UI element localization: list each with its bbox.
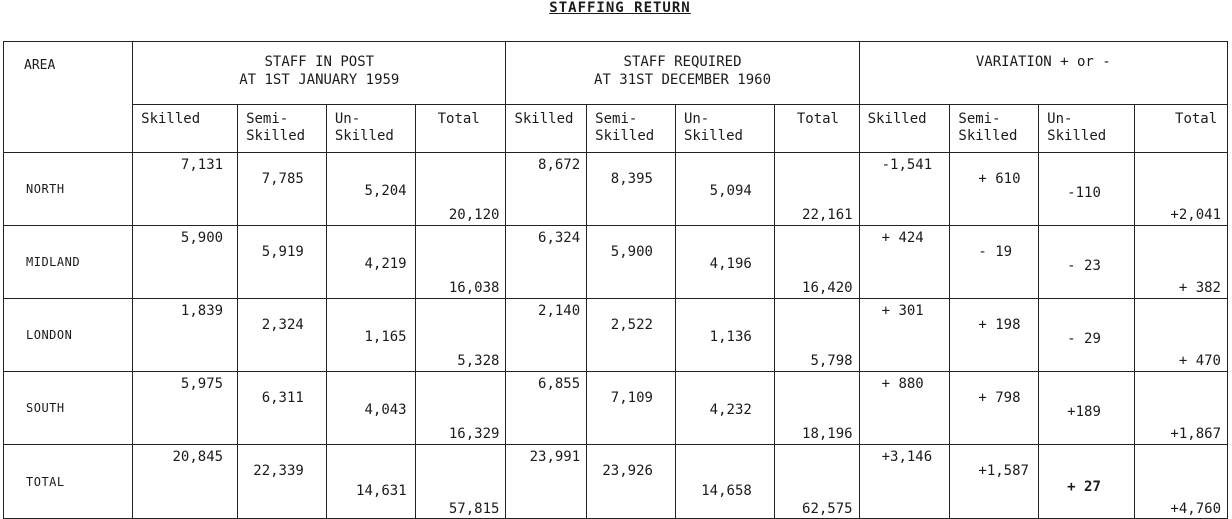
cell-value: + 424 [881, 230, 924, 246]
post-un-cell [326, 372, 415, 445]
cell-value: 20,120 [448, 207, 500, 223]
req-total-cell [774, 226, 859, 299]
cell-value: + 382 [1178, 280, 1221, 296]
cell-value: 20,845 [172, 449, 224, 465]
cell-value: + 198 [978, 317, 1021, 333]
document-title: STAFFING RETURN [549, 0, 691, 16]
req-skilled-cell [506, 299, 587, 372]
un-skilled-header [1039, 105, 1135, 153]
post-semi-cell [238, 153, 327, 226]
var-semi-cell [950, 226, 1039, 299]
var-semi-cell [950, 153, 1039, 226]
skilled-header: Skilled [133, 105, 238, 153]
var-un-cell [1039, 299, 1135, 372]
semi-line2: Skilled [595, 128, 655, 144]
var-semi-cell [950, 372, 1039, 445]
cell-value: 7,131 [180, 157, 224, 173]
var-semi-cell [950, 445, 1039, 519]
cell-value: 16,329 [448, 426, 500, 442]
cell-value: 2,140 [538, 303, 581, 319]
semi-line2: Skilled [958, 128, 1018, 144]
un-line2: Skilled [1047, 128, 1107, 144]
cell-value: 22,339 [253, 463, 304, 479]
post-skilled-cell [133, 299, 238, 372]
area-name: LONDON [4, 299, 133, 372]
cell-value: 8,672 [538, 157, 581, 173]
req-skilled-cell [506, 372, 587, 445]
post-total-cell [415, 299, 506, 372]
group-header-line1: VARIATION + or - [975, 54, 1111, 70]
req-semi-cell [587, 299, 676, 372]
post-semi-cell [238, 372, 327, 445]
total-header: Total [415, 105, 506, 153]
cell-value: 1,136 [709, 329, 752, 345]
staff-required-header [506, 42, 859, 105]
table-row [4, 226, 1228, 299]
req-semi-cell [587, 445, 676, 519]
var-total-cell [1135, 226, 1228, 299]
cell-value: + 301 [881, 303, 924, 319]
post-un-cell [326, 445, 415, 519]
post-un-cell [326, 226, 415, 299]
table-row [4, 299, 1228, 372]
var-total-cell [1135, 445, 1228, 519]
var-total-cell [1135, 299, 1228, 372]
req-un-cell [675, 153, 774, 226]
req-semi-cell [587, 372, 676, 445]
cell-value: +1,867 [1170, 426, 1221, 442]
cell-value: - 23 [1067, 258, 1101, 274]
post-total-cell [415, 226, 506, 299]
var-skilled-cell [859, 226, 950, 299]
cell-value: 5,975 [180, 376, 224, 392]
post-total-cell [415, 445, 506, 519]
var-skilled-cell [859, 153, 950, 226]
total-header: Total [774, 105, 859, 153]
req-total-cell [774, 372, 859, 445]
group-header-line2: AT 1ST JANUARY 1959 [239, 72, 400, 88]
cell-value: 4,043 [364, 402, 407, 418]
req-semi-cell [587, 153, 676, 226]
cell-value: + 798 [978, 390, 1021, 406]
area-name: TOTAL [4, 445, 133, 519]
var-un-cell [1039, 372, 1135, 445]
staffing-table [3, 41, 1228, 519]
un-line2: Skilled [334, 128, 394, 144]
staff-in-post-header [133, 42, 506, 105]
cell-value: + 27 [1067, 479, 1101, 495]
cell-value: 14,631 [356, 483, 407, 499]
cell-value: 16,420 [802, 280, 853, 296]
cell-value: 18,196 [802, 426, 853, 442]
cell-value: 23,926 [602, 463, 653, 479]
cell-value: 1,165 [364, 329, 407, 345]
semi-line1: Semi- [595, 111, 638, 127]
table-row-total [4, 445, 1228, 519]
cell-value: 2,522 [610, 317, 653, 333]
post-skilled-cell [133, 445, 238, 519]
sub-header-row [4, 105, 1228, 153]
cell-value: 4,232 [709, 402, 752, 418]
un-line2: Skilled [683, 128, 743, 144]
table-row [4, 372, 1228, 445]
semi-line2: Skilled [246, 128, 306, 144]
req-un-cell [675, 372, 774, 445]
group-header-row [4, 42, 1228, 105]
post-un-cell [326, 299, 415, 372]
cell-value: 5,900 [610, 244, 653, 260]
area-name: SOUTH [4, 372, 133, 445]
cell-value: 6,311 [261, 390, 304, 406]
req-skilled-cell [506, 226, 587, 299]
cell-value: 14,658 [701, 483, 752, 499]
un-line1: Un- [334, 111, 361, 127]
semi-line1: Semi- [958, 111, 1001, 127]
cell-value: + 880 [881, 376, 924, 392]
var-un-cell [1039, 153, 1135, 226]
un-line1: Un- [1047, 111, 1073, 127]
cell-value: 62,575 [802, 501, 853, 517]
req-total-cell [774, 445, 859, 519]
cell-value: 7,785 [261, 171, 304, 187]
cell-value: -110 [1067, 185, 1101, 201]
req-semi-cell [587, 226, 676, 299]
variation-header [859, 42, 1227, 105]
cell-value: +2,041 [1170, 207, 1221, 223]
cell-value: + 470 [1178, 353, 1221, 369]
post-semi-cell [238, 445, 327, 519]
post-semi-cell [238, 226, 327, 299]
semi-skilled-header [950, 105, 1039, 153]
cell-value: 6,324 [538, 230, 581, 246]
un-skilled-header [326, 105, 415, 153]
cell-value: 16,038 [448, 280, 500, 296]
cell-value: +189 [1067, 404, 1101, 420]
total-header: Total [1135, 105, 1228, 153]
un-line1: Un- [683, 111, 710, 127]
cell-value: + 610 [978, 171, 1021, 187]
group-header-line2: AT 31ST DECEMBER 1960 [594, 72, 772, 88]
cell-value: 1,839 [180, 303, 224, 319]
area-header: AREA [4, 42, 133, 153]
cell-value: 5,328 [457, 353, 500, 369]
req-skilled-cell [506, 153, 587, 226]
cell-value: +4,760 [1170, 501, 1221, 517]
cell-value: - 29 [1067, 331, 1101, 347]
group-header-line1: STAFF IN POST [264, 54, 375, 70]
cell-value: +3,146 [881, 449, 933, 465]
var-un-cell [1039, 226, 1135, 299]
post-semi-cell [238, 299, 327, 372]
var-total-cell [1135, 153, 1228, 226]
cell-value: 22,161 [802, 207, 853, 223]
group-header-line1: STAFF REQUIRED [623, 54, 742, 70]
post-total-cell [415, 372, 506, 445]
cell-value: 5,204 [364, 183, 407, 199]
cell-value: 5,900 [180, 230, 224, 246]
var-skilled-cell [859, 445, 950, 519]
post-skilled-cell [133, 226, 238, 299]
req-total-cell [774, 299, 859, 372]
cell-value: - 19 [978, 244, 1013, 260]
post-skilled-cell [133, 153, 238, 226]
semi-skilled-header [587, 105, 676, 153]
post-skilled-cell [133, 372, 238, 445]
semi-line1: Semi- [246, 111, 289, 127]
req-skilled-cell [506, 445, 587, 519]
var-un-cell [1039, 445, 1135, 519]
cell-value: 8,395 [610, 171, 653, 187]
cell-value: 2,324 [261, 317, 304, 333]
cell-value: 57,815 [448, 501, 500, 517]
skilled-header: Skilled [859, 105, 950, 153]
var-semi-cell [950, 299, 1039, 372]
var-total-cell [1135, 372, 1228, 445]
req-un-cell [675, 445, 774, 519]
cell-value: 5,798 [810, 353, 853, 369]
req-un-cell [675, 299, 774, 372]
cell-value: 5,919 [261, 244, 304, 260]
cell-value: +1,587 [978, 463, 1029, 479]
cell-value: 23,991 [529, 449, 581, 465]
var-skilled-cell [859, 299, 950, 372]
req-un-cell [675, 226, 774, 299]
cell-value: -1,541 [881, 157, 933, 173]
cell-value: 4,219 [364, 256, 407, 272]
skilled-header: Skilled [506, 105, 587, 153]
table-row [4, 153, 1228, 226]
cell-value: 5,094 [709, 183, 752, 199]
cell-value: 6,855 [538, 376, 581, 392]
cell-value: 7,109 [610, 390, 653, 406]
post-un-cell [326, 153, 415, 226]
un-skilled-header [675, 105, 774, 153]
area-name: NORTH [4, 153, 133, 226]
req-total-cell [774, 153, 859, 226]
cell-value: 4,196 [709, 256, 752, 272]
area-name: MIDLAND [4, 226, 133, 299]
semi-skilled-header [238, 105, 327, 153]
post-total-cell [415, 153, 506, 226]
var-skilled-cell [859, 372, 950, 445]
